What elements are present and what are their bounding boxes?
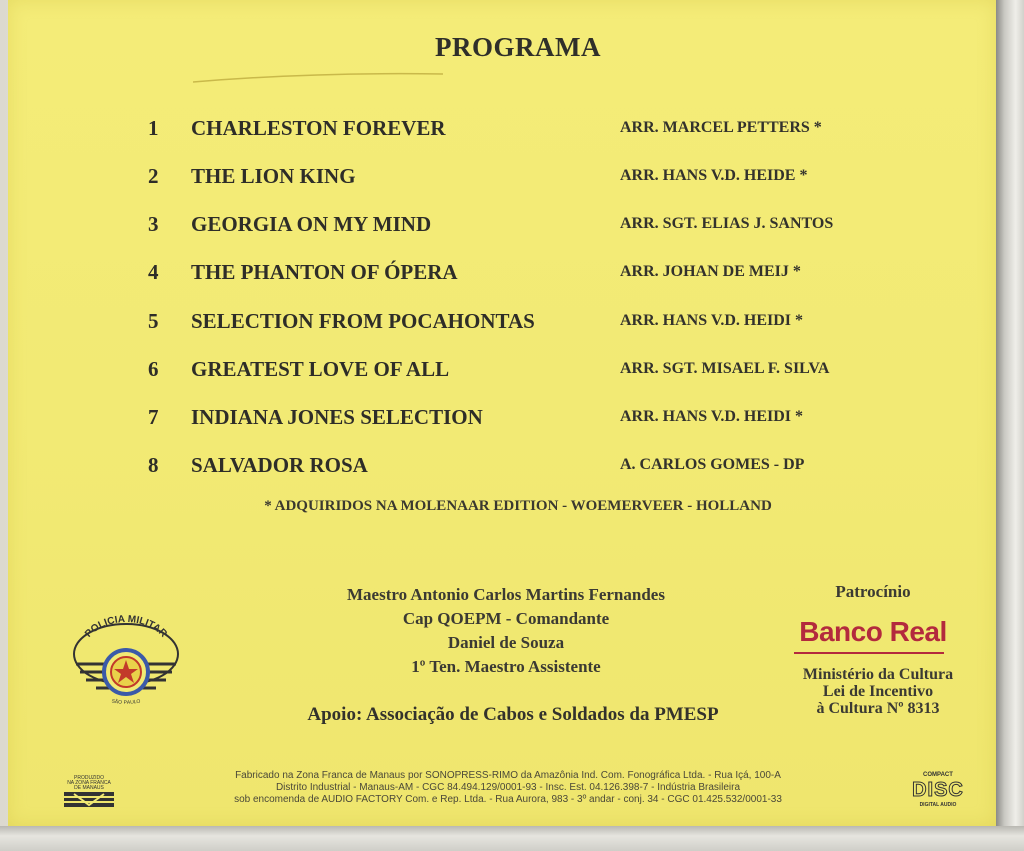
zona-franca-logo-icon (60, 776, 118, 810)
track-title: SALVADOR ROSA (191, 453, 368, 477)
zf-stripes (64, 792, 114, 808)
case-hinge-edge (996, 0, 1024, 851)
track-arranger: ARR. HANS V.D. HEIDI * (620, 408, 803, 425)
disc-word: DISC (912, 779, 964, 801)
track-number: 5 (148, 309, 159, 333)
track-row (8, 309, 996, 339)
track-title: INDIANA JONES SELECTION (191, 405, 483, 429)
track-arranger: ARR. HANS V.D. HEIDI * (620, 312, 803, 329)
cd-back-insert (8, 0, 996, 826)
manufacturer-line: Fabricado na Zona Franca de Manaus por SONOPRESS-RIMO da Amazônia Ind. Com. Fonográfica Ltda. - Rua Içá, 100-A (235, 770, 781, 781)
sponsor-label: Patrocínio (835, 582, 911, 601)
track-row (8, 453, 996, 483)
scratch-mark (193, 70, 443, 84)
credits (306, 583, 706, 679)
case-bottom-edge (0, 826, 1024, 851)
track-row (8, 357, 996, 387)
track-row (8, 212, 996, 242)
track-row (8, 164, 996, 194)
manufacturer-line: sob encomenda de AUDIO FACTORY Com. e Rep. Ltda. - Rua Aurora, 983 - 3º andar - conj. 34 - CGC 01.425.532/0001-33 (234, 794, 782, 805)
track-arranger: ARR. SGT. MISAEL F. SILVA (620, 360, 830, 377)
track-number: 7 (148, 405, 159, 429)
compact-disc-logo-icon (908, 772, 968, 808)
support-line: Apoio: Associação de Cabos e Soldados da PMESP (307, 704, 719, 725)
track-row (8, 405, 996, 435)
bank-underline (794, 652, 944, 654)
track-title: THE LION KING (191, 164, 356, 188)
zf-line: DE MANAUS (74, 785, 104, 791)
track-number: 4 (148, 260, 159, 284)
ministry-line: à Cultura Nº 8313 (816, 700, 940, 717)
track-arranger: ARR. HANS V.D. HEIDE * (620, 167, 808, 184)
track-number: 8 (148, 453, 159, 477)
track-title: THE PHANTON OF ÓPERA (191, 260, 458, 284)
svg-text:SÃO PAULO (111, 698, 141, 706)
svg-text:POLICIA MILITAR (83, 614, 169, 640)
badge-text: POLICIA MILITAR (83, 613, 169, 640)
track-title: GEORGIA ON MY MIND (191, 212, 432, 236)
track-row (8, 116, 996, 146)
disc-top-text: COMPACT (923, 772, 953, 778)
ministry-line: Lei de Incentivo (822, 683, 934, 700)
track-title: SELECTION FROM POCAHONTAS (191, 309, 535, 333)
track-title: CHARLESTON FOREVER (191, 116, 446, 140)
program-title: PROGRAMA (435, 32, 601, 62)
banco-real-logo: Banco Real (799, 616, 947, 647)
track-title: GREATEST LOVE OF ALL (191, 357, 450, 381)
track-number: 3 (148, 212, 159, 236)
track-number: 1 (148, 116, 159, 140)
badge-subtext: SÃO PAULO (111, 698, 141, 706)
zf-line: PRODUZIDO (74, 775, 104, 781)
track-row (8, 260, 996, 290)
disc-bottom-text: DIGITAL AUDIO (919, 802, 957, 808)
manufacturer-line: Distrito Industrial - Manaus-AM - CGC 84.494.129/0001-93 - Insc. Est. 04.126.398-7 - Indústria Brasileira (275, 782, 741, 793)
track-arranger: ARR. SGT. ELIAS J. SANTOS (620, 215, 834, 232)
track-number: 6 (148, 357, 159, 381)
credit-line: Cap QOEPM - Comandante (402, 609, 610, 628)
manufacturer-text (138, 770, 878, 806)
credit-line: Daniel de Souza (447, 633, 565, 652)
footnote: * ADQUIRIDOS NA MOLENAAR EDITION - WOEMERVEER - HOLLAND (264, 498, 772, 514)
credit-line: Maestro Antonio Carlos Martins Fernandes (347, 585, 665, 604)
track-number: 2 (148, 164, 159, 188)
ministry-credit (778, 666, 978, 717)
policia-militar-badge-icon (70, 612, 182, 710)
zf-line: NA ZONA FRANCA (67, 780, 111, 786)
track-arranger: A. CARLOS GOMES - DP (620, 456, 805, 473)
track-arranger: ARR. JOHAN DE MEIJ * (620, 263, 801, 280)
track-arranger: ARR. MARCEL PETTERS * (620, 119, 822, 136)
ministry-line: Ministério da Cultura (802, 666, 954, 683)
credit-line: 1º Ten. Maestro Assistente (411, 657, 601, 676)
